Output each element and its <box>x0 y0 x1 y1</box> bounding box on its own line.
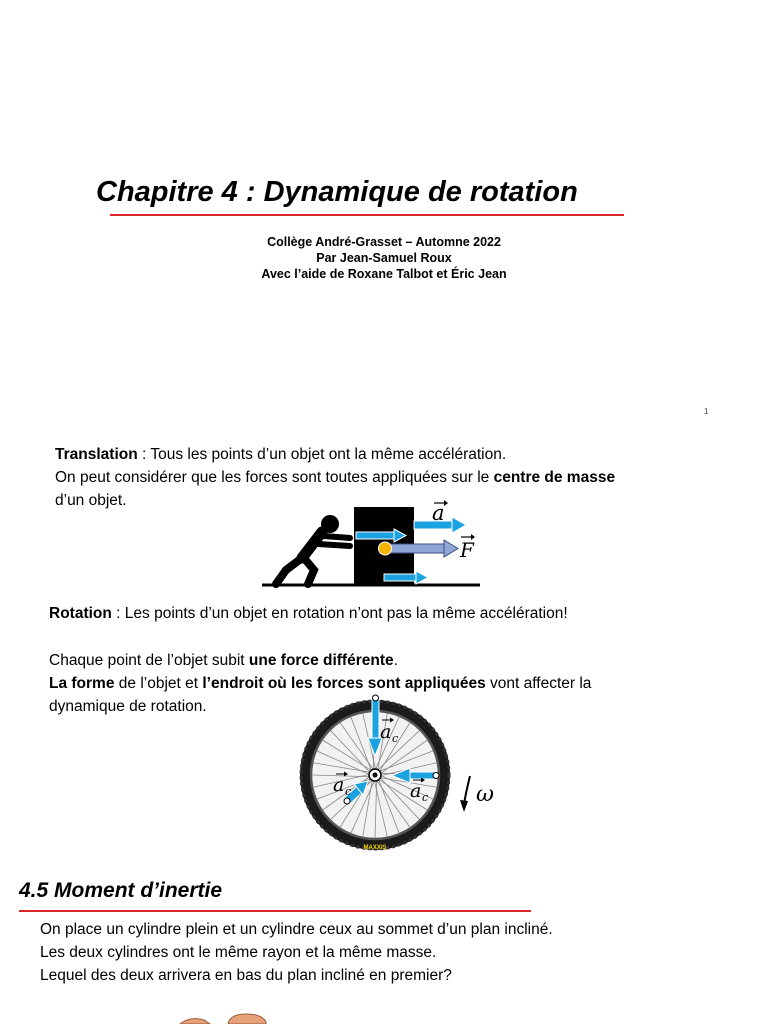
section-underline <box>19 910 531 912</box>
center-of-mass-dot <box>379 542 392 555</box>
tire-brand-text: MAXXIS <box>363 845 387 851</box>
translation-line-3: d’un objet. <box>55 492 127 509</box>
translation-line-2 <box>55 466 615 489</box>
rotation-label: Rotation <box>49 605 112 622</box>
accel-label-right-text: a <box>410 780 422 802</box>
accel-label: a <box>432 501 445 525</box>
accel-label-left-text: a <box>333 774 345 796</box>
force-differente-term: une force différente <box>248 652 394 669</box>
translation-text: : Tous les points d’un objet ont la même accélération. <box>137 446 507 463</box>
subtitle-line-author: Par Jean-Samuel Roux <box>316 251 452 265</box>
rotation-direction-arrow-icon <box>460 776 470 812</box>
endroit-forces-term: l’endroit où les forces sont appliquées <box>202 675 486 692</box>
forces-line-2-end: vont affecter la <box>485 675 592 692</box>
title-underline <box>110 214 624 216</box>
cylinders-partial-figure <box>170 1008 280 1024</box>
translation-line-2-text: On peut considérer que les forces sont toutes appliquées sur le <box>55 469 494 486</box>
accel-label-top-text: a <box>380 721 392 743</box>
accel-label-top-sub: c <box>392 732 399 745</box>
translation-line-1 <box>55 443 615 466</box>
force-label: F <box>460 538 474 562</box>
forces-line-1-text: Chaque point de l’objet subit <box>49 652 249 669</box>
subtitle-line-college: Collège André-Grasset – Automne 2022 <box>267 235 501 249</box>
rotation-text: : Les points d’un objet en rotation n’ont pas la même accélération! <box>111 605 568 622</box>
subtitle-line-helpers: Avec l’aide de Roxane Talbot et Éric Jean <box>261 267 507 281</box>
section-title: 4.5 Moment d’inertie <box>19 879 223 902</box>
rotation-paragraph <box>49 602 568 625</box>
centre-de-masse-term: centre de masse <box>493 469 616 486</box>
section-line-2: Les deux cylindres ont le même rayon et la même masse. <box>40 944 437 961</box>
cylinder-solid-partial <box>180 1019 210 1024</box>
la-forme-term: La forme <box>49 675 115 692</box>
translation-label: Translation <box>55 446 138 463</box>
forces-line-1 <box>49 649 591 672</box>
omega-label: ω <box>476 782 494 807</box>
forces-line-3: dynamique de rotation. <box>49 698 207 715</box>
accel-vector-tip <box>444 500 448 506</box>
section-line-3: Lequel des deux arrivera en bas du plan incliné en premier? <box>40 967 452 984</box>
wheel-figure <box>290 692 500 858</box>
accel-label-right-sub: c <box>422 791 429 804</box>
accel-label-left-sub: c <box>345 785 352 798</box>
cylinder-hollow-partial <box>228 1014 266 1024</box>
translation-figure <box>258 498 488 590</box>
forces-line-1-end: . <box>393 652 398 669</box>
hub-center <box>373 773 378 778</box>
section-paragraph <box>40 918 553 987</box>
pushing-person-icon <box>276 515 350 584</box>
subtitle-block <box>184 234 584 282</box>
section-line-1: On place un cylindre plein et un cylindre ceux au sommet d’un plan incliné. <box>40 921 553 938</box>
chapter-title: Chapitre 4 : Dynamique de rotation <box>96 176 578 208</box>
forces-line-2-mid: de l’objet et <box>114 675 203 692</box>
page-number: 1 <box>704 407 709 416</box>
